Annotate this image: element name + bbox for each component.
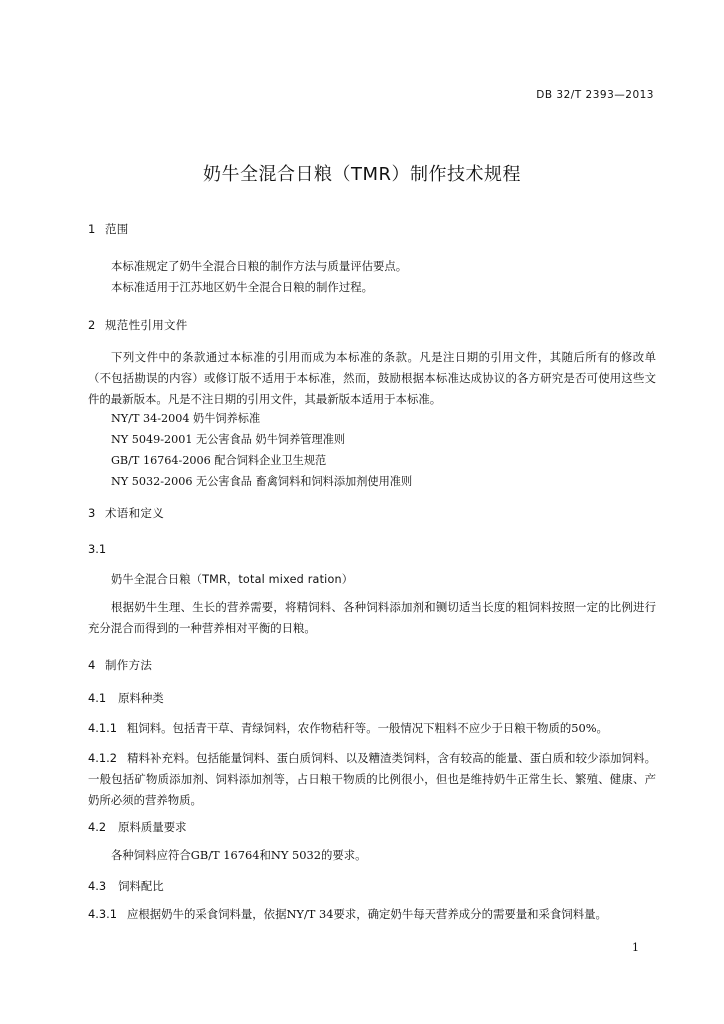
subsection-title: 饲料配比 (118, 879, 164, 893)
section-number: 2 (88, 318, 96, 332)
section-1-body (88, 256, 656, 298)
section-2-body (88, 347, 656, 492)
reference-item: NY 5032-2006 无公害食品 畜禽饲料和饲料添加剂使用准则 (111, 474, 413, 488)
subsection-title: 原料种类 (118, 691, 164, 705)
subsection-3-1-number: 3.1 (88, 542, 107, 556)
reference-item: NY/T 34-2004 奶牛饲养标准 (111, 412, 261, 426)
clause-4-1-1 (88, 718, 656, 739)
section-title: 规范性引用文件 (105, 318, 188, 332)
section-2-heading (88, 317, 656, 333)
section-4-heading (88, 657, 656, 673)
section-title: 范围 (105, 222, 129, 236)
term-definition-block (88, 597, 656, 639)
reference-item: NY 5049-2001 无公害食品 奶牛饲养管理准则 (111, 433, 346, 447)
reference-item: GB/T 16764-2006 配合饲料企业卫生规范 (111, 453, 327, 467)
clause-text: 应根据奶牛的采食饲料量，依据NY/T 34要求，确定奶牛每天营养成分的需要量和采食饲料量。 (126, 907, 607, 921)
clause-number: 4.1.2 (88, 751, 117, 765)
subsection-title: 原料质量要求 (118, 820, 187, 834)
paragraph: 本标准适用于江苏地区奶牛全混合日粮的制作过程。 (111, 279, 373, 294)
section-number: 3 (88, 506, 96, 520)
subsection-number: 4.3 (88, 879, 107, 893)
clause-4-1-2 (88, 748, 656, 810)
term-name: 奶牛全混合日粮（TMR，total mixed ration） (111, 573, 354, 586)
paragraph: 各种饲料应符合GB/T 16764和NY 5032的要求。 (111, 848, 367, 862)
clause-4-3-1 (88, 904, 656, 925)
document-title: 奶牛全混合日粮（TMR）制作技术规程 (202, 164, 522, 185)
subsection-number: 4.2 (88, 820, 107, 834)
standard-code: DB 32/T 2393—2013 (536, 89, 654, 101)
subsection-4-3-heading (88, 878, 656, 894)
clause-text: 粗饲料。包括青干草、青绿饲料，农作物秸秆等。一般情况下粗料不应少于日粮干物质的50%。 (126, 721, 608, 735)
section-number: 1 (88, 222, 96, 236)
section-title: 术语和定义 (105, 506, 164, 520)
subsection-4-1-heading (88, 690, 656, 706)
subsection-4-2-body (88, 845, 656, 866)
section-3-heading (88, 505, 656, 521)
paragraph: 根据奶牛生理、生长的营养需要，将精饲料、各种饲料添加剂和铡切适当长度的粗饲料按照一定的比例进行充分混合而得到的一种营养相对平衡的日粮。 (88, 600, 656, 635)
section-title: 制作方法 (105, 658, 153, 672)
clause-number: 4.1.1 (88, 721, 117, 735)
paragraph: 下列文件中的条款通过本标准的引用而成为本标准的条款。凡是注日期的引用文件，其随后所有的修改单（不包括勘误的内容）或修订版不适用于本标准，然而，鼓励根据本标准达成协议的各方研究是否可使用这些文件的最新版本。凡是不注日期的引用文件，其最新版本适用于本标准。 (88, 350, 656, 406)
clause-number: 4.3.1 (88, 907, 117, 921)
clause-text: 精料补充料。包括能量饲料、蛋白质饲料、以及糟渣类饲料，含有较高的能量、蛋白质和较少添加饲料。一般包括矿物质添加剂、饲料添加剂等，占日粮干物质的比例很小，但也是维持奶牛正常生长、繁殖、健康、产奶所必须的营养物质。 (88, 751, 656, 807)
section-1-heading (88, 221, 656, 237)
section-number: 4 (88, 658, 96, 672)
subsection-4-2-heading (88, 819, 656, 835)
page-number: 1 (632, 941, 639, 954)
paragraph: 本标准规定了奶牛全混合日粮的制作方法与质量评估要点。 (111, 259, 408, 273)
subsection-number: 4.1 (88, 691, 107, 705)
